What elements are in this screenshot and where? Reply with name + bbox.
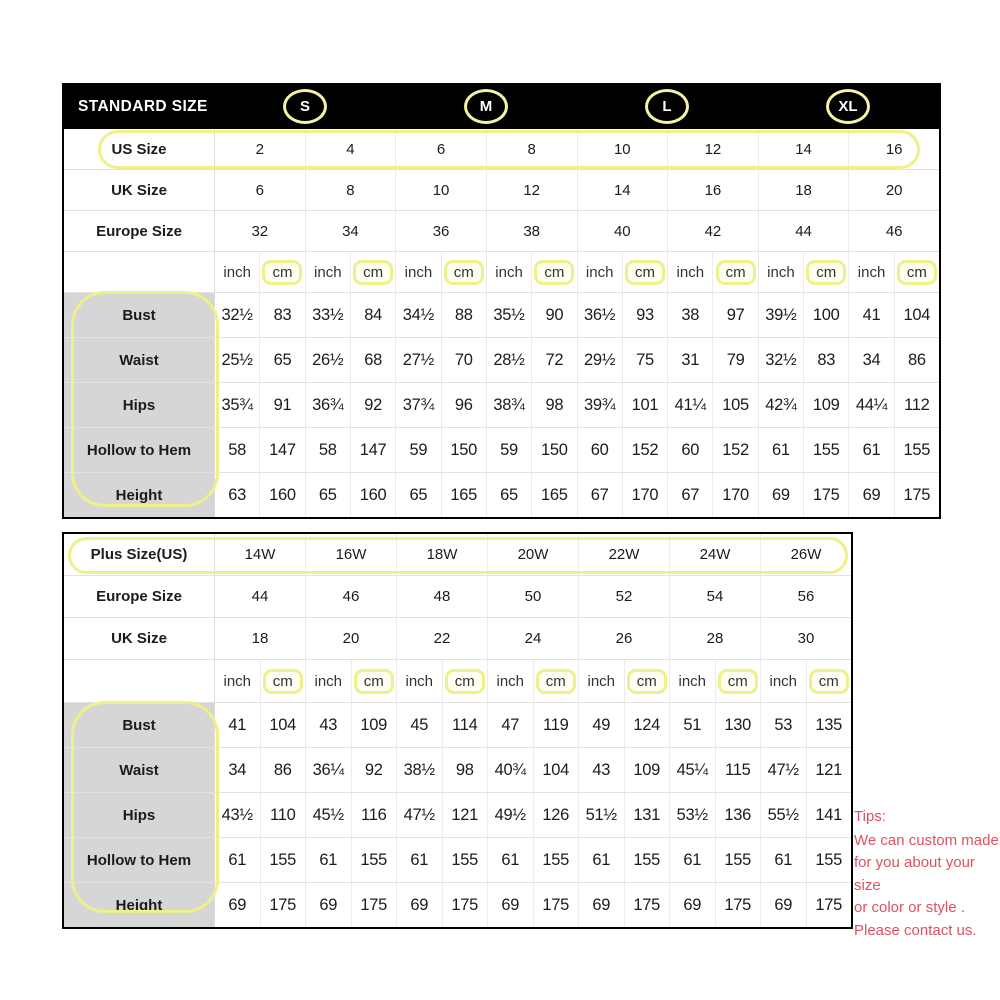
standard-measure-label: Height xyxy=(64,473,215,517)
standard-size-value: 12 xyxy=(487,170,578,210)
inch-unit-label: inch xyxy=(579,660,625,702)
standard-size-value: 40 xyxy=(578,211,669,251)
standard-row-label: US Size xyxy=(64,129,215,169)
cm-unit-label xyxy=(716,660,762,702)
cm-highlight-box: cm xyxy=(263,669,303,694)
standard-measure-value: 65 xyxy=(396,473,441,517)
plus-measure-value: 69 xyxy=(215,883,261,927)
plus-measure-value: 69 xyxy=(397,883,443,927)
plus-unit-row-label xyxy=(64,660,215,702)
standard-size-value: 8 xyxy=(306,170,397,210)
plus-measure-value: 47½ xyxy=(761,748,807,792)
standard-measure-value: 88 xyxy=(442,293,487,337)
standard-measure-value: 150 xyxy=(532,428,577,472)
standard-size-value: 20 xyxy=(885,181,903,199)
standard-size-value: 14 xyxy=(578,170,669,210)
plus-size-value: 56 xyxy=(797,588,815,605)
inch-unit-label: inch xyxy=(849,252,894,292)
plus-measure-value: 141 xyxy=(815,805,843,824)
standard-measure-value: 67 xyxy=(578,473,623,517)
inch-unit-label: inch xyxy=(668,252,713,292)
standard-measure-value: 104 xyxy=(903,305,931,324)
plus-measure-value: 114 xyxy=(443,703,489,747)
plus-measure-value: 53 xyxy=(761,703,807,747)
cm-unit-label xyxy=(260,252,305,292)
plus-measure-row xyxy=(64,702,851,747)
tips-line: We can custom made xyxy=(854,831,999,849)
plus-size-row xyxy=(64,534,851,575)
plus-measure-value: 104 xyxy=(534,748,580,792)
plus-measure-label: Bust xyxy=(64,703,215,747)
plus-size-value: 22 xyxy=(397,618,488,659)
standard-measure-value: 65 xyxy=(260,338,305,382)
plus-measure-value: 121 xyxy=(443,793,489,837)
tips-line: Please contact us. xyxy=(854,921,977,939)
standard-measure-value: 32½ xyxy=(215,293,260,337)
standard-measure-value: 31 xyxy=(668,338,713,382)
plus-measure-value: 34 xyxy=(215,748,261,792)
inch-unit-label: inch xyxy=(396,252,441,292)
standard-size-row xyxy=(64,129,939,169)
standard-measure-value: 28½ xyxy=(487,338,532,382)
standard-measure-value: 165 xyxy=(442,473,487,517)
plus-measure-value: 51 xyxy=(670,703,716,747)
standard-measure-value: 61 xyxy=(759,428,804,472)
standard-measure-value: 83 xyxy=(804,338,849,382)
cm-unit-label xyxy=(532,252,577,292)
standard-measure-value: 35¾ xyxy=(215,383,260,427)
tips-line: for you about your size xyxy=(854,854,975,894)
standard-measure-value: 155 xyxy=(903,440,931,459)
standard-measure-value: 109 xyxy=(804,383,849,427)
plus-measure-value: 175 xyxy=(625,883,671,927)
standard-row-label: UK Size xyxy=(64,170,215,210)
standard-size-value: 38 xyxy=(487,211,578,251)
cm-highlight-box: cm xyxy=(806,260,846,285)
plus-measure-value: 69 xyxy=(670,883,716,927)
plus-size-value: 26 xyxy=(579,618,670,659)
custom-made-tips xyxy=(854,806,1000,942)
standard-measure-value: 93 xyxy=(623,293,668,337)
standard-size-value: 42 xyxy=(668,211,759,251)
standard-measure-value: 25½ xyxy=(215,338,260,382)
plus-measure-value: 41 xyxy=(215,703,261,747)
plus-size-value: 26W xyxy=(790,546,822,563)
standard-size-value: 4 xyxy=(306,129,397,169)
plus-measure-value: 69 xyxy=(761,883,807,927)
plus-measure-value: 110 xyxy=(261,793,307,837)
plus-size-value: 50 xyxy=(488,576,579,617)
plus-size-value: 24W xyxy=(670,534,761,575)
cm-highlight-box: cm xyxy=(353,260,393,285)
plus-measure-value: 109 xyxy=(625,748,671,792)
plus-measure-value: 115 xyxy=(716,748,762,792)
inch-unit-label: inch xyxy=(670,660,716,702)
standard-measure-row xyxy=(64,382,939,427)
standard-measure-value: 60 xyxy=(578,428,623,472)
standard-measure-value: 170 xyxy=(623,473,668,517)
plus-size-value: 52 xyxy=(579,576,670,617)
cm-unit-label xyxy=(351,252,396,292)
standard-size-value: 36 xyxy=(396,211,487,251)
standard-measure-value: 44¼ xyxy=(849,383,894,427)
standard-measure-value: 152 xyxy=(623,428,668,472)
plus-measure-row xyxy=(64,837,851,882)
standard-size-value: 34 xyxy=(306,211,397,251)
plus-row-label: Plus Size(US) xyxy=(64,534,215,575)
standard-measure-label: Hips xyxy=(64,383,215,427)
plus-size-table xyxy=(62,532,853,929)
standard-measure-value: 160 xyxy=(260,473,305,517)
standard-measure-value: 70 xyxy=(442,338,487,382)
standard-measure-value: 86 xyxy=(907,350,926,369)
standard-size-value: 8 xyxy=(487,129,578,169)
standard-measure-value: 69 xyxy=(759,473,804,517)
inch-unit-label: inch xyxy=(215,252,260,292)
plus-measure-value: 175 xyxy=(716,883,762,927)
plus-measure-value: 61 xyxy=(397,838,443,882)
inch-unit-label: inch xyxy=(397,660,443,702)
standard-measure-value: 38¾ xyxy=(487,383,532,427)
standard-measure-value: 59 xyxy=(396,428,441,472)
standard-measure-value: 41 xyxy=(849,293,894,337)
plus-measure-value: 49 xyxy=(579,703,625,747)
standard-measure-value: 90 xyxy=(532,293,577,337)
standard-measure-value: 160 xyxy=(351,473,396,517)
standard-measure-value: 36½ xyxy=(578,293,623,337)
cm-highlight-box: cm xyxy=(716,260,756,285)
tips-line: or color or style . xyxy=(854,899,965,916)
plus-measure-row xyxy=(64,747,851,792)
plus-measure-value: 55½ xyxy=(761,793,807,837)
standard-size-value: 10 xyxy=(396,170,487,210)
standard-size-value: 18 xyxy=(759,170,850,210)
tips-lines xyxy=(854,830,1000,943)
cm-highlight-box: cm xyxy=(534,260,574,285)
plus-measure-value: 61 xyxy=(488,838,534,882)
plus-size-value: 46 xyxy=(306,576,397,617)
plus-measure-value: 109 xyxy=(352,703,398,747)
cm-highlight-box: cm xyxy=(809,669,849,694)
standard-measure-value: 91 xyxy=(260,383,305,427)
standard-measure-value: 72 xyxy=(532,338,577,382)
plus-measure-value: 126 xyxy=(534,793,580,837)
size-group-circle-l: L xyxy=(645,89,689,124)
standard-size-value: 16 xyxy=(885,140,903,158)
standard-size-value: 44 xyxy=(759,211,850,251)
plus-measure-value: 43½ xyxy=(215,793,261,837)
plus-size-value: 16W xyxy=(306,534,397,575)
plus-measure-value: 121 xyxy=(815,760,843,779)
standard-size-value: 6 xyxy=(215,170,306,210)
standard-measure-value: 27½ xyxy=(396,338,441,382)
plus-measure-value: 131 xyxy=(625,793,671,837)
plus-measure-row xyxy=(64,882,851,927)
standard-size-value: 10 xyxy=(578,129,669,169)
standard-measure-value: 147 xyxy=(260,428,305,472)
standard-measure-value: 165 xyxy=(532,473,577,517)
cm-unit-label xyxy=(804,252,849,292)
standard-measure-value: 34 xyxy=(849,338,894,382)
standard-measure-value: 92 xyxy=(351,383,396,427)
plus-size-value: 20 xyxy=(306,618,397,659)
cm-unit-label xyxy=(713,252,758,292)
standard-measure-value: 155 xyxy=(804,428,849,472)
cm-highlight-box: cm xyxy=(625,260,665,285)
inch-unit-label: inch xyxy=(488,660,534,702)
plus-size-value: 14W xyxy=(215,534,306,575)
inch-unit-label: inch xyxy=(306,660,352,702)
standard-measure-value: 59 xyxy=(487,428,532,472)
cm-unit-label xyxy=(895,252,939,292)
standard-measure-row xyxy=(64,472,939,517)
cm-highlight-box: cm xyxy=(897,260,937,285)
plus-measure-value: 155 xyxy=(534,838,580,882)
plus-size-value: 54 xyxy=(670,576,761,617)
standard-measure-value: 38 xyxy=(668,293,713,337)
standard-measure-value: 112 xyxy=(904,395,930,414)
plus-size-value: 24 xyxy=(488,618,579,659)
standard-measure-value: 69 xyxy=(849,473,894,517)
standard-measure-value: 35½ xyxy=(487,293,532,337)
plus-size-value: 18W xyxy=(397,534,488,575)
plus-measure-value: 47 xyxy=(488,703,534,747)
standard-measure-value: 150 xyxy=(442,428,487,472)
standard-measure-row xyxy=(64,337,939,382)
plus-measure-value: 155 xyxy=(815,850,843,869)
standard-size-header xyxy=(64,85,939,129)
standard-measure-value: 75 xyxy=(623,338,668,382)
plus-measure-value: 61 xyxy=(761,838,807,882)
cm-highlight-box: cm xyxy=(354,669,394,694)
standard-measure-value: 39½ xyxy=(759,293,804,337)
inch-unit-label: inch xyxy=(487,252,532,292)
standard-measure-value: 147 xyxy=(351,428,396,472)
standard-measure-value: 100 xyxy=(804,293,849,337)
plus-measure-value: 69 xyxy=(306,883,352,927)
standard-measure-value: 65 xyxy=(306,473,351,517)
plus-measure-value: 155 xyxy=(261,838,307,882)
plus-measure-value: 43 xyxy=(579,748,625,792)
plus-measure-value: 86 xyxy=(261,748,307,792)
standard-unit-row xyxy=(64,251,939,292)
plus-size-value: 22W xyxy=(579,534,670,575)
plus-measure-value: 51½ xyxy=(579,793,625,837)
plus-measure-label: Waist xyxy=(64,748,215,792)
standard-size-value: 14 xyxy=(759,129,850,169)
standard-measure-value: 170 xyxy=(713,473,758,517)
plus-measure-value: 119 xyxy=(534,703,580,747)
plus-measure-value: 92 xyxy=(352,748,398,792)
standard-measure-row xyxy=(64,427,939,472)
plus-size-row xyxy=(64,617,851,659)
plus-measure-value: 175 xyxy=(534,883,580,927)
standard-measure-value: 98 xyxy=(532,383,577,427)
cm-unit-label xyxy=(625,660,671,702)
standard-measure-value: 67 xyxy=(668,473,713,517)
inch-unit-label: inch xyxy=(578,252,623,292)
standard-measure-value: 175 xyxy=(804,473,849,517)
plus-measure-label: Hips xyxy=(64,793,215,837)
size-group-circle-s: S xyxy=(283,89,327,124)
plus-measure-value: 136 xyxy=(716,793,762,837)
cm-unit-label xyxy=(442,252,487,292)
cm-highlight-box: cm xyxy=(445,669,485,694)
plus-measure-value: 38½ xyxy=(397,748,443,792)
cm-unit-label xyxy=(807,660,852,702)
standard-measure-label: Waist xyxy=(64,338,215,382)
plus-measure-value: 45 xyxy=(397,703,443,747)
plus-measure-value: 135 xyxy=(815,715,843,734)
plus-measure-value: 45½ xyxy=(306,793,352,837)
plus-measure-row xyxy=(64,792,851,837)
plus-measure-value: 155 xyxy=(716,838,762,882)
plus-measure-value: 104 xyxy=(261,703,307,747)
plus-measure-value: 40¾ xyxy=(488,748,534,792)
plus-measure-value: 155 xyxy=(443,838,489,882)
standard-measure-value: 29½ xyxy=(578,338,623,382)
standard-size-value: 46 xyxy=(885,222,903,240)
cm-unit-label xyxy=(261,660,307,702)
plus-measure-value: 53½ xyxy=(670,793,716,837)
standard-size-grid xyxy=(64,129,939,517)
plus-size-row xyxy=(64,575,851,617)
plus-measure-value: 124 xyxy=(625,703,671,747)
standard-measure-value: 32½ xyxy=(759,338,804,382)
plus-measure-value: 49½ xyxy=(488,793,534,837)
standard-measure-value: 63 xyxy=(215,473,260,517)
standard-size-row xyxy=(64,210,939,251)
standard-measure-value: 37¾ xyxy=(396,383,441,427)
standard-size-value: 16 xyxy=(668,170,759,210)
standard-size-value: 32 xyxy=(215,211,306,251)
standard-measure-label: Hollow to Hem xyxy=(64,428,215,472)
standard-size-value: 2 xyxy=(215,129,306,169)
cm-highlight-box: cm xyxy=(627,669,667,694)
plus-size-grid xyxy=(64,534,851,927)
standard-measure-value: 58 xyxy=(306,428,351,472)
standard-measure-value: 101 xyxy=(623,383,668,427)
standard-measure-value: 61 xyxy=(849,428,894,472)
plus-measure-value: 98 xyxy=(443,748,489,792)
standard-measure-value: 65 xyxy=(487,473,532,517)
plus-size-value: 30 xyxy=(797,630,815,647)
plus-measure-value: 130 xyxy=(716,703,762,747)
cm-unit-label xyxy=(534,660,580,702)
plus-measure-value: 175 xyxy=(443,883,489,927)
standard-size-value: 12 xyxy=(668,129,759,169)
plus-size-value: 28 xyxy=(670,618,761,659)
standard-measure-value: 41¼ xyxy=(668,383,713,427)
plus-size-value: 18 xyxy=(215,618,306,659)
standard-measure-value: 96 xyxy=(442,383,487,427)
plus-measure-value: 45¼ xyxy=(670,748,716,792)
standard-measure-value: 84 xyxy=(351,293,396,337)
inch-unit-label: inch xyxy=(306,252,351,292)
standard-measure-value: 34½ xyxy=(396,293,441,337)
cm-highlight-box: cm xyxy=(536,669,576,694)
cm-unit-label xyxy=(623,252,668,292)
standard-size-value: 6 xyxy=(396,129,487,169)
standard-measure-value: 105 xyxy=(713,383,758,427)
plus-measure-value: 175 xyxy=(815,895,843,914)
plus-row-label: UK Size xyxy=(64,618,215,659)
standard-row-label: Europe Size xyxy=(64,211,215,251)
standard-measure-value: 68 xyxy=(351,338,396,382)
inch-unit-label: inch xyxy=(759,252,804,292)
plus-measure-label: Hollow to Hem xyxy=(64,838,215,882)
plus-measure-value: 175 xyxy=(352,883,398,927)
size-group-circle-m: M xyxy=(464,89,508,124)
plus-measure-value: 175 xyxy=(261,883,307,927)
standard-unit-row-label xyxy=(64,252,215,292)
cm-highlight-box: cm xyxy=(262,260,302,285)
standard-measure-value: 79 xyxy=(713,338,758,382)
plus-size-value: 20W xyxy=(488,534,579,575)
standard-measure-value: 60 xyxy=(668,428,713,472)
plus-row-label: Europe Size xyxy=(64,576,215,617)
plus-measure-value: 61 xyxy=(579,838,625,882)
standard-measure-value: 26½ xyxy=(306,338,351,382)
cm-unit-label xyxy=(352,660,398,702)
inch-unit-label: inch xyxy=(761,660,807,702)
standard-measure-value: 36¾ xyxy=(306,383,351,427)
cm-highlight-box: cm xyxy=(444,260,484,285)
plus-measure-value: 61 xyxy=(670,838,716,882)
standard-measure-value: 39¾ xyxy=(578,383,623,427)
standard-measure-value: 97 xyxy=(713,293,758,337)
standard-measure-row xyxy=(64,292,939,337)
standard-size-row xyxy=(64,169,939,210)
plus-measure-value: 47½ xyxy=(397,793,443,837)
plus-measure-value: 69 xyxy=(579,883,625,927)
plus-measure-value: 36¼ xyxy=(306,748,352,792)
plus-measure-value: 43 xyxy=(306,703,352,747)
plus-measure-value: 69 xyxy=(488,883,534,927)
standard-size-title: STANDARD SIZE xyxy=(78,98,208,115)
standard-measure-value: 58 xyxy=(215,428,260,472)
standard-measure-value: 33½ xyxy=(306,293,351,337)
inch-unit-label: inch xyxy=(215,660,261,702)
size-group-circle-xl: XL xyxy=(826,89,870,124)
standard-measure-value: 175 xyxy=(903,485,931,504)
plus-measure-value: 116 xyxy=(352,793,398,837)
plus-measure-value: 61 xyxy=(215,838,261,882)
tips-title: Tips: xyxy=(854,808,886,825)
plus-measure-value: 61 xyxy=(306,838,352,882)
standard-measure-value: 152 xyxy=(713,428,758,472)
plus-measure-value: 155 xyxy=(352,838,398,882)
cm-unit-label xyxy=(443,660,489,702)
standard-measure-value: 83 xyxy=(260,293,305,337)
plus-size-value: 44 xyxy=(215,576,306,617)
cm-highlight-box: cm xyxy=(718,669,758,694)
standard-measure-label: Bust xyxy=(64,293,215,337)
plus-unit-row xyxy=(64,659,851,702)
standard-size-table xyxy=(62,83,941,519)
standard-measure-value: 42¾ xyxy=(759,383,804,427)
plus-size-value: 48 xyxy=(397,576,488,617)
plus-measure-label: Height xyxy=(64,883,215,927)
plus-measure-value: 155 xyxy=(625,838,671,882)
